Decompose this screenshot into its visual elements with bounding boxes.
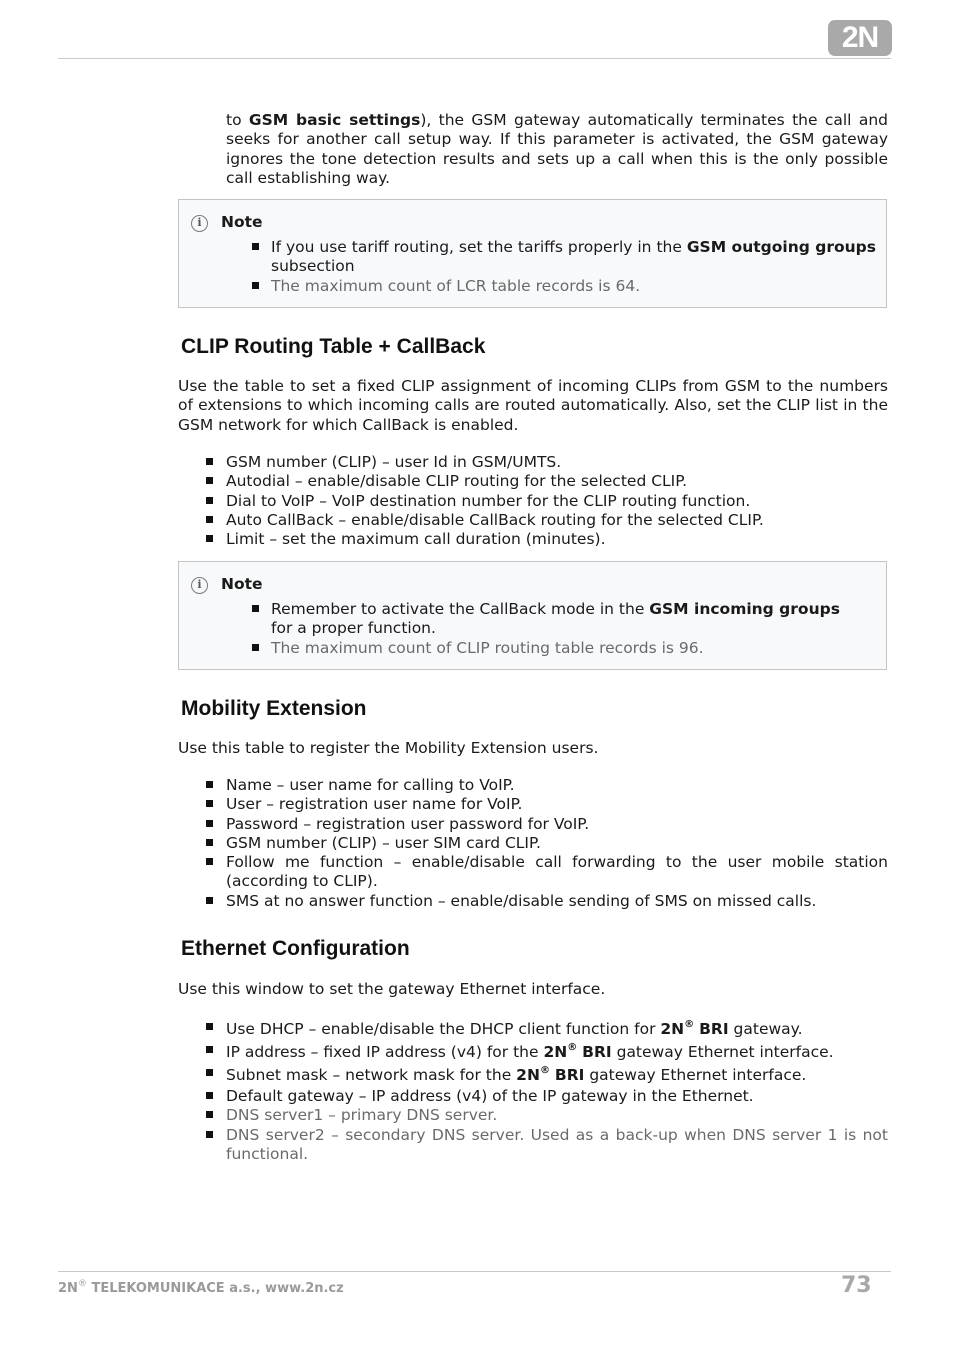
info-icon: i [191, 577, 208, 594]
list-item: User – registration user name for VoIP. [226, 795, 888, 814]
clip-list [226, 453, 888, 549]
footer-rule [58, 1271, 891, 1272]
list-item: Password – registration user password for VoIP. [226, 815, 888, 834]
footer-company: 2N® TELEKOMUNIKACE a.s., www.2n.cz [58, 1279, 344, 1296]
list-item: IP address – fixed IP address (v4) for the 2N® BRI gateway Ethernet interface. [226, 1041, 888, 1064]
note-list [271, 600, 876, 658]
note-item: If you use tariff routing, set the tariffs properly in the GSM outgoing groups subsection [271, 238, 876, 276]
list-item: Autodial – enable/disable CLIP routing for the selected CLIP. [226, 472, 888, 491]
header-rule [58, 58, 891, 59]
note-list [271, 238, 876, 296]
section-heading-mobility: Mobility Extension [181, 697, 367, 720]
list-item: Default gateway – IP address (v4) of the IP gateway in the Ethernet. [226, 1087, 888, 1106]
note-item: The maximum count of LCR table records is 64. [271, 277, 876, 296]
mobility-list [226, 776, 888, 911]
list-item: DNS server2 – secondary DNS server. Used as a back-up when DNS server 1 is not functional. [226, 1125, 888, 1163]
list-item: Dial to VoIP – VoIP destination number for the CLIP routing function. [226, 492, 888, 511]
note-header [191, 574, 263, 596]
intro-paragraph: to GSM basic settings), the GSM gateway automatically terminates the call and seeks for another call setup way. If this parameter is activated, the GSM gateway ignores the tone detection results and sets up a call when this is the only possible call establishing way. [226, 111, 888, 187]
note-title: Note [221, 575, 263, 594]
list-item: Limit – set the maximum call duration (minutes). [226, 530, 888, 549]
page-number: 73 [841, 1273, 872, 1298]
intro-bold-term: GSM basic settings [248, 111, 421, 129]
list-item: Follow me function – enable/disable call forwarding to the user mobile station (according to CLIP). [226, 853, 888, 891]
clip-paragraph: Use the table to set a fixed CLIP assignment of incoming CLIPs from GSM to the numbers of extensions to which incoming calls are routed automatically. Also, set the CLIP list in the GSM network for which CallBack is enabled. [178, 377, 888, 434]
list-item: Auto CallBack – enable/disable CallBack routing for the selected CLIP. [226, 511, 888, 530]
mobility-paragraph: Use this table to register the Mobility Extension users. [178, 739, 599, 757]
list-item: Name – user name for calling to VoIP. [226, 776, 888, 795]
note-item: The maximum count of CLIP routing table records is 96. [271, 639, 876, 658]
info-icon: i [191, 215, 208, 232]
note-box-lcr [178, 199, 887, 308]
section-heading-clip: CLIP Routing Table + CallBack [181, 335, 486, 358]
brand-logo: 2N [828, 20, 892, 56]
list-item: Subnet mask – network mask for the 2N® BRI gateway Ethernet interface. [226, 1064, 888, 1087]
list-item: GSM number (CLIP) – user Id in GSM/UMTS. [226, 453, 888, 472]
ethernet-list [226, 1018, 888, 1164]
note-header [191, 212, 263, 234]
list-item: SMS at no answer function – enable/disable sending of SMS on missed calls. [226, 892, 888, 911]
note-title: Note [221, 213, 263, 232]
list-item: GSM number (CLIP) – user SIM card CLIP. [226, 834, 888, 853]
note-item: Remember to activate the CallBack mode in the GSM incoming groups for a proper function. [271, 600, 876, 639]
ethernet-paragraph: Use this window to set the gateway Ethernet interface. [178, 980, 606, 998]
section-heading-ethernet: Ethernet Configuration [181, 937, 410, 960]
note-box-callback [178, 561, 887, 670]
list-item: DNS server1 – primary DNS server. [226, 1106, 888, 1125]
list-item: Use DHCP – enable/disable the DHCP client function for 2N® BRI gateway. [226, 1018, 888, 1041]
